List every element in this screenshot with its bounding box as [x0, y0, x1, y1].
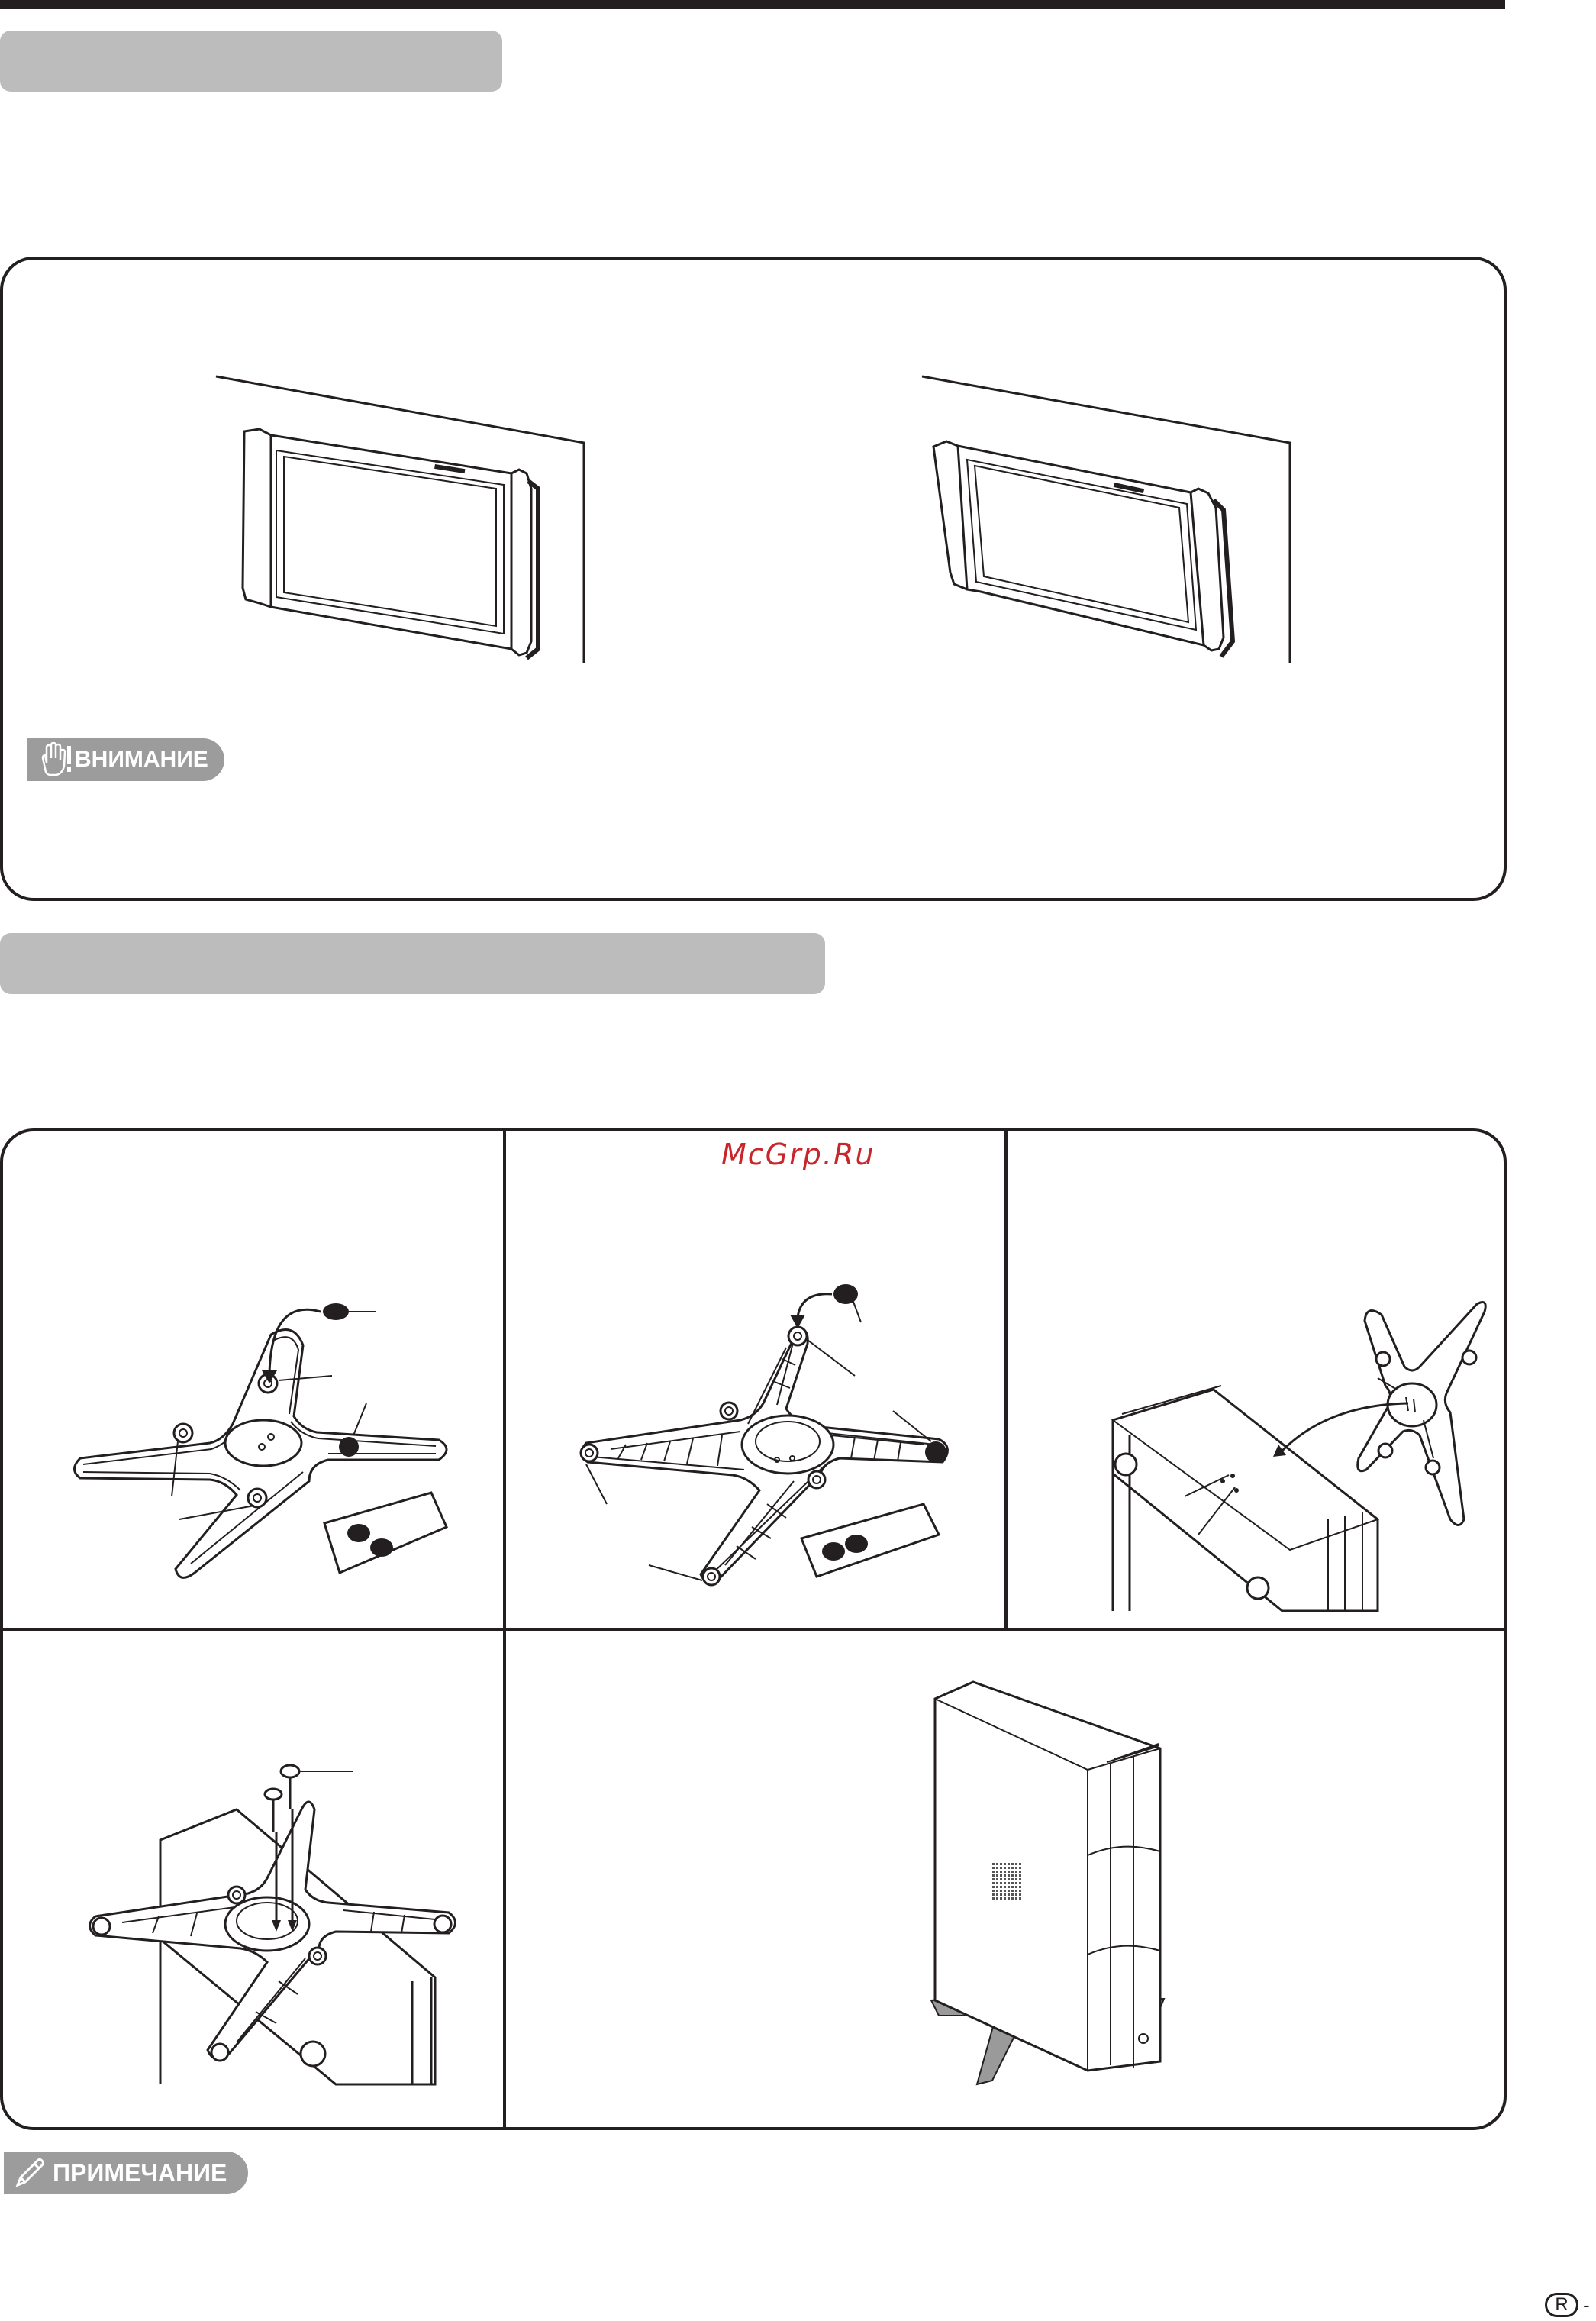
attach-base-illustration — [1099, 1275, 1496, 1611]
top-rule — [0, 0, 1505, 9]
page-marker-letter: R — [1545, 2293, 1578, 2317]
tv-wall-illustration-right — [920, 374, 1317, 664]
grid-divider-horizontal — [0, 1628, 1505, 1631]
section-heading-bar-stand — [0, 933, 825, 994]
assembled-unit-illustration — [901, 1680, 1175, 2092]
caution-label: ВНИМАНИЕ — [75, 747, 208, 772]
tv-wall-illustration-left — [214, 374, 611, 664]
grid-divider-vertical-1 — [503, 1130, 506, 2129]
watermark-text: McGrp.Ru — [721, 1138, 875, 1171]
page-marker — [1545, 2292, 1590, 2318]
page-marker-suffix: - — [1583, 2293, 1590, 2316]
grid-divider-vertical-2 — [1004, 1130, 1008, 1629]
note-badge — [4, 2152, 248, 2194]
stand-base-feet-illustration — [65, 1290, 462, 1596]
screw-base-illustration — [76, 1748, 473, 2084]
section-heading-bar-wall-mount — [0, 31, 502, 92]
hand-caution-icon — [35, 741, 72, 778]
stand-base-top-illustration — [565, 1275, 962, 1596]
caution-badge — [27, 738, 224, 781]
note-label: ПРИМЕЧАНИЕ — [53, 2158, 227, 2187]
pencil-note-icon — [13, 2156, 47, 2190]
